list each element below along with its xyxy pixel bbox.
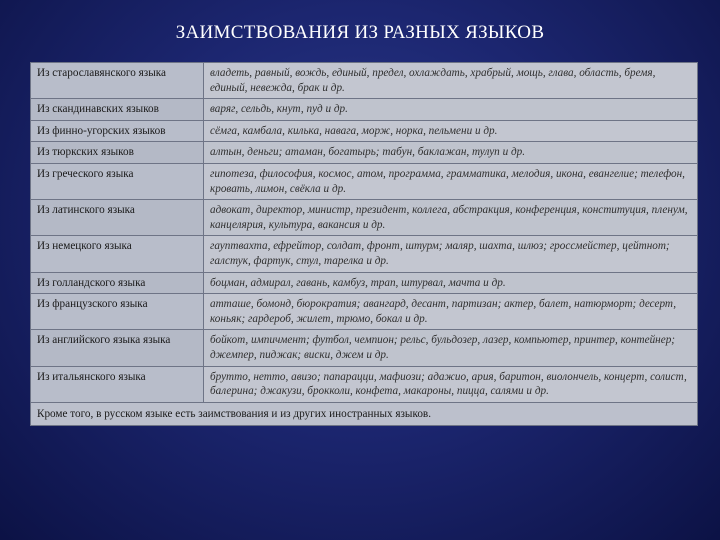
words-cell: гипотеза, философия, космос, атом, программа, грамматика, мелодия, икона, евангелие; телефон, кровать, лимон, свёкла и др. — [204, 163, 698, 199]
table-row — [31, 330, 698, 366]
language-cell: Из старославянского языка — [31, 63, 204, 99]
table-row — [31, 366, 698, 402]
words-cell: варяг, сельдь, кнут, пуд и др. — [204, 99, 698, 121]
borrowings-table-container — [30, 62, 698, 426]
words-cell: адвокат, директор, министр, президент, коллега, абстракция, конференция, конституция, пленум, канцелярия, культура, вакансия и др. — [204, 200, 698, 236]
language-cell: Из голландского языка — [31, 272, 204, 294]
language-cell: Из тюркских языков — [31, 142, 204, 164]
footer-note: Кроме того, в русском языке есть заимствования и из других иностранных языков. — [31, 402, 698, 426]
language-cell: Из скандинавских языков — [31, 99, 204, 121]
language-cell: Из французского языка — [31, 294, 204, 330]
words-cell: сёмга, камбала, килька, навага, морж, норка, пельмени и др. — [204, 120, 698, 142]
language-cell: Из немецкого языка — [31, 236, 204, 272]
slide-title: ЗАИМСТВОВАНИЯ ИЗ РАЗНЫХ ЯЗЫКОВ — [175, 22, 545, 43]
table-row — [31, 294, 698, 330]
footer-row — [31, 402, 698, 426]
language-cell: Из греческого языка — [31, 163, 204, 199]
words-cell: алтын, деньги; атаман, богатырь; табун, баклажан, тулуп и др. — [204, 142, 698, 164]
table-row — [31, 272, 698, 294]
language-cell: Из итальянского языка — [31, 366, 204, 402]
language-cell: Из финно-угорских языков — [31, 120, 204, 142]
language-cell: Из латинского языка — [31, 200, 204, 236]
table-body — [31, 63, 698, 426]
language-cell: Из английского языка языка — [31, 330, 204, 366]
table-row — [31, 120, 698, 142]
table-row — [31, 236, 698, 272]
table-row — [31, 99, 698, 121]
table-row — [31, 163, 698, 199]
table-row — [31, 200, 698, 236]
words-cell: атташе, бомонд, бюрократия; авангард, десант, партизан; актер, балет, натюрморт; десерт, коньяк; гардероб, жилет, трюмо, бокал и др. — [204, 294, 698, 330]
words-cell: брутто, нетто, авизо; папарацци, мафиози; адажио, ария, баритон, виолончель, концерт, солист, балерина; джакузи, брокколи, конфета, макароны, пицца, салями и др. — [204, 366, 698, 402]
words-cell: гауптвахта, ефрейтор, солдат, фронт, штурм; маляр, шахта, шлюз; гроссмейстер, цейтнот; галстук, фартук, стул, тарелка и др. — [204, 236, 698, 272]
words-cell: владеть, равный, вождь, единый, предел, охлаждать, храбрый, мощь, глава, область, бремя, единый, невежда, брак и др. — [204, 63, 698, 99]
borrowings-table — [30, 62, 698, 426]
words-cell: боцман, адмирал, гавань, камбуз, трап, штурвал, мачта и др. — [204, 272, 698, 294]
table-row — [31, 63, 698, 99]
words-cell: бойкот, импичмент; футбол, чемпион; рельс, бульдозер, лазер, компьютер, принтер, контейнер; джемпер, пиджак; виски, джем и др. — [204, 330, 698, 366]
table-row — [31, 142, 698, 164]
